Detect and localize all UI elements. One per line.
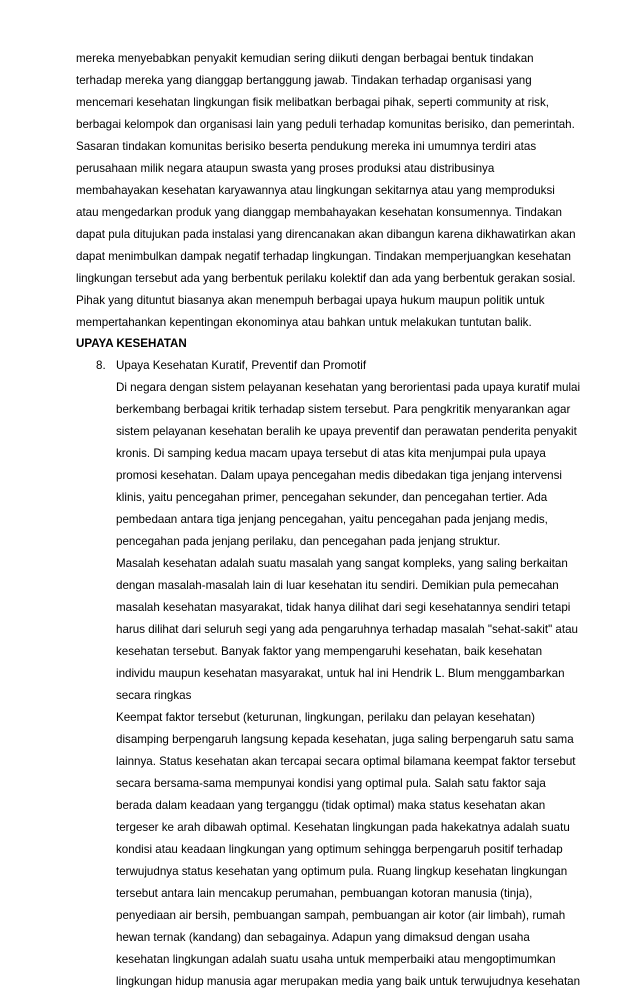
paragraph-line: dapat pula ditujukan pada instalasi yang direncanakan akan dibangun karena dikhawatirkan akan: [76, 228, 576, 241]
body-line: disamping berpengaruh langsung kepada kesehatan, juga saling berpengaruh satu sama: [116, 733, 574, 746]
list-item-number: 8.: [96, 359, 106, 372]
section-heading: UPAYA KESEHATAN: [76, 337, 187, 350]
body-line: kondisi atau keadaan lingkungan yang optimum sehingga berpengaruh positif terhadap: [116, 843, 563, 856]
paragraph-line: atau mengedarkan produk yang dianggap membahayakan kesehatan konsumennya. Tindakan: [76, 206, 562, 219]
paragraph-line: mempertahankan kepentingan ekonominya atau bahkan untuk melakukan tuntutan balik.: [76, 316, 532, 329]
body-line: kronis. Di samping kedua macam upaya tersebut di atas kita menjumpai pula upaya: [116, 447, 546, 460]
paragraph-line: mereka menyebabkan penyakit kemudian sering diikuti dengan berbagai bentuk tindakan: [76, 52, 534, 65]
paragraph-line: Pihak yang dituntut biasanya akan menempuh berbagai upaya hukum maupun politik untuk: [76, 294, 545, 307]
paragraph-line: lingkungan tersebut ada yang berbentuk perilaku kolektif dan ada yang berbentuk gerakan sosial.: [76, 272, 576, 285]
body-line: penyediaan air bersih, pembuangan sampah, pembuangan air kotor (air limbah), rumah: [116, 909, 566, 922]
body-line: masalah kesehatan masyarakat, tidak hanya dilihat dari segi kesehatannya sendiri tetapi: [116, 601, 571, 614]
body-line: tergeser ke arah dibawah optimal. Kesehatan lingkungan pada hakekatnya adalah suatu: [116, 821, 570, 834]
body-line: Masalah kesehatan adalah suatu masalah yang sangat kompleks, yang saling berkaitan: [116, 557, 568, 570]
body-line: pencegahan pada jenjang perilaku, dan pencegahan pada jenjang struktur.: [116, 535, 501, 548]
paragraph-line: Sasaran tindakan komunitas berisiko beserta pendukung mereka ini umumnya terdiri atas: [76, 140, 537, 153]
body-line: individu maupun kesehatan masyarakat, untuk hal ini Hendrik L. Blum menggambarkan: [116, 667, 565, 680]
body-line: promosi kesehatan. Dalam upaya pencegahan medis dibedakan tiga jenjang intervensi: [116, 469, 563, 482]
body-line: pembedaan antara tiga jenjang pencegahan, yaitu pencegahan pada jenjang medis,: [116, 513, 548, 526]
body-line: Di negara dengan sistem pelayanan kesehatan yang berorientasi pada upaya kuratif mulai: [116, 381, 581, 394]
paragraph-line: dapat menimbulkan dampak negatif terhadap lingkungan. Tindakan memperjuangkan kesehatan: [76, 250, 571, 263]
paragraph-line: mencemari kesehatan lingkungan fisik melibatkan berbagai pihak, seperti community at risk,: [76, 96, 550, 109]
body-line: lingkungan hidup manusia agar merupakan media yang baik untuk terwujudnya kesehatan: [116, 975, 581, 988]
body-line: kesehatan lingkungan adalah suatu usaha untuk memperbaiki atau mengoptimumkan: [116, 953, 556, 966]
paragraph-line: berbagai kelompok dan organisasi lain yang peduli terhadap komunitas berisiko, dan pemerintah.: [76, 118, 575, 131]
body-line: terwujudnya status kesehatan yang optimum pula. Ruang lingkup kesehatan lingkungan: [116, 865, 568, 878]
body-line: sistem pelayanan kesehatan beralih ke upaya preventif dan perawatan penderita penyakit: [116, 425, 577, 438]
body-line: klinis, yaitu pencegahan primer, pencegahan sekunder, dan pencegahan tertier. Ada: [116, 491, 548, 504]
body-line: hewan ternak (kandang) dan sebagainya. Adapun yang dimaksud dengan usaha: [116, 931, 530, 944]
body-line: secara ringkas: [116, 689, 192, 702]
body-line: lainnya. Status kesehatan akan tercapai secara optimal bilamana keempat faktor tersebut: [116, 755, 576, 768]
body-line: Keempat faktor tersebut (keturunan, lingkungan, perilaku dan pelayan kesehatan): [116, 711, 535, 724]
body-line: berada dalam keadaan yang terganggu (tidak optimal) maka status kesehatan akan: [116, 799, 546, 812]
body-line: harus dilihat dari seluruh segi yang ada pengaruhnya terhadap masalah "sehat-sakit" atau: [116, 623, 578, 636]
body-line: tersebut antara lain mencakup perumahan, pembuangan kotoran manusia (tinja),: [116, 887, 533, 900]
body-line: secara bersama-sama mempunyai kondisi yang optimal pula. Salah satu faktor saja: [116, 777, 546, 790]
body-line: dengan masalah-masalah lain di luar kesehatan itu sendiri. Demikian pula pemecahan: [116, 579, 559, 592]
body-line: berkembang berbagai kritik terhadap sistem tersebut. Para pengkritik menyarankan agar: [116, 403, 571, 416]
paragraph-line: terhadap mereka yang dianggap bertanggung jawab. Tindakan terhadap organisasi yang: [76, 74, 532, 87]
list-item-title: Upaya Kesehatan Kuratif, Preventif dan Promotif: [116, 359, 367, 372]
body-line: kesehatan tersebut. Banyak faktor yang mempengaruhi kesehatan, baik kesehatan: [116, 645, 543, 658]
paragraph-line: perusahaan milik negara ataupun swasta yang proses produksi atau distribusinya: [76, 162, 495, 175]
paragraph-line: membahayakan kesehatan karyawannya atau lingkungan sekitarnya atau yang memproduksi: [76, 184, 555, 197]
